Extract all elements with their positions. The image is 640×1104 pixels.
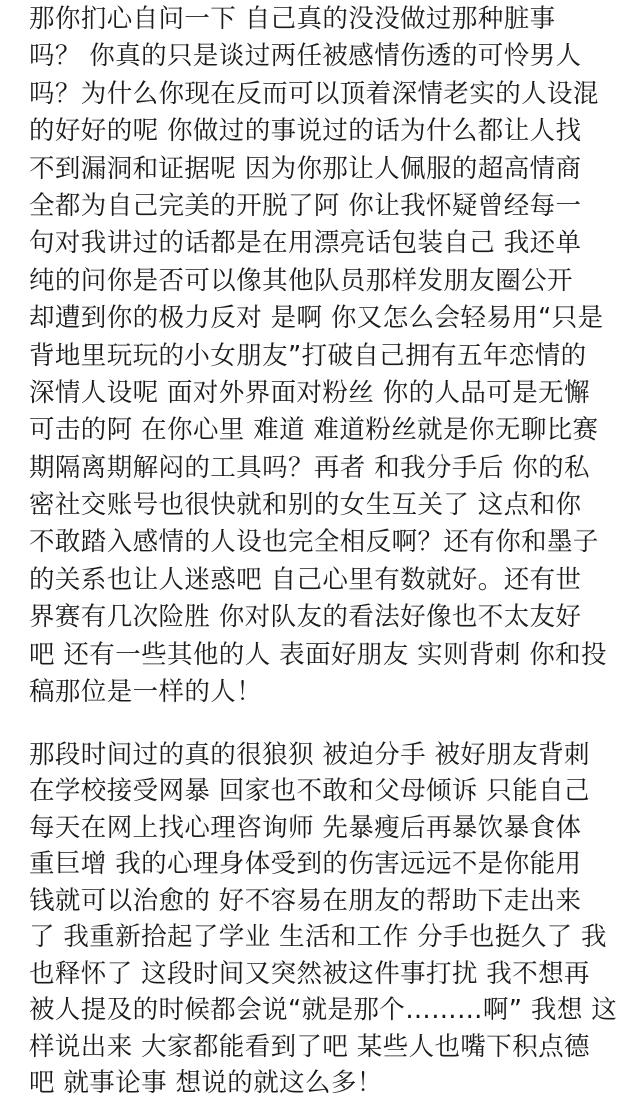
paragraph-line: 吗？ 你真的只是谈过两任被感情伤透的可怜男人	[29, 41, 582, 71]
paragraph-line: 不到漏洞和证据呢 因为你那让人佩服的超高情商	[29, 154, 582, 184]
paragraph-line: 句对我讲过的话都是在用漂亮话包装自己 我还单	[29, 228, 582, 258]
paragraph-line: 全都为自己完美的开脱了阿 你让我怀疑曾经每一	[29, 191, 582, 221]
paragraph-line: 稿那位是一样的人！	[29, 677, 263, 707]
paragraph-line: 深情人设呢 面对外界面对粉丝 你的人品可是无懈	[29, 378, 590, 408]
paragraph-line: 在学校接受网暴 回家也不敢和父母倾诉 只能自己	[29, 776, 590, 806]
paragraph-line: 界赛有几次险胜 你对队友的看法好像也不太友好	[29, 602, 582, 632]
paragraph-line: 密社交账号也很快就和别的女生互关了 这点和你	[29, 490, 582, 520]
paragraph-line: 那段时间过的真的很狼狈 被迫分手 被好朋友背刺	[29, 740, 590, 770]
paragraph-line: 钱就可以治愈的 好不容易在朋友的帮助下走出来	[29, 886, 582, 916]
paragraph-line: 的好好的呢 你做过的事说过的话为什么都让人找	[29, 116, 582, 146]
paragraph-line: 样说出来 大家都能看到了吧 某些人也嘴下积点德	[29, 1032, 590, 1062]
paragraph-line: 背地里玩玩的小女朋友”打破自己拥有五年恋情的	[29, 341, 587, 371]
paragraph-line: 被人提及的时候都会说“就是那个………啊” 我想 这	[29, 995, 618, 1025]
paragraph-line: 了 我重新拾起了学业 生活和工作 分手也挺久了 我	[29, 922, 607, 952]
paragraph-line: 也释怀了 这段时间又突然被这件事打扰 我不想再	[29, 959, 590, 989]
paragraph-line: 吗？为什么你现在反而可以顶着深情老实的人设混	[29, 79, 599, 109]
paragraph-line: 那你扪心自问一下 自己真的没没做过那种脏事	[29, 4, 556, 34]
paragraph-line: 吧 还有一些其他的人 表面好朋友 实则背刺 你和投	[29, 640, 607, 670]
paragraph-line: 可击的阿 在你心里 难道 难道粉丝就是你无聊比赛	[29, 415, 599, 445]
paragraph-line: 每天在网上找心理咨询师 先暴瘦后再暴饮暴食体	[29, 813, 582, 843]
paragraph-line: 的关系也让人迷惑吧 自己心里有数就好。还有世	[29, 565, 582, 595]
paragraph-line: 重巨增 我的心理身体受到的伤害远远不是你能用	[29, 849, 582, 879]
paragraph-line: 吧 就事论事 想说的就这么多！	[29, 1068, 383, 1098]
paragraph-line: 纯的问你是否可以像其他队员那样发朋友圈公开	[29, 266, 573, 296]
paragraph-line: 却遭到你的极力反对 是啊 你又怎么会轻易用“只是	[29, 303, 604, 333]
paragraph-line: 期隔离期解闷的工具吗？再者 和我分手后 你的私	[29, 453, 590, 483]
paragraph-line: 不敢踏入感情的人设也完全相反啊？还有你和墨子	[29, 527, 599, 557]
